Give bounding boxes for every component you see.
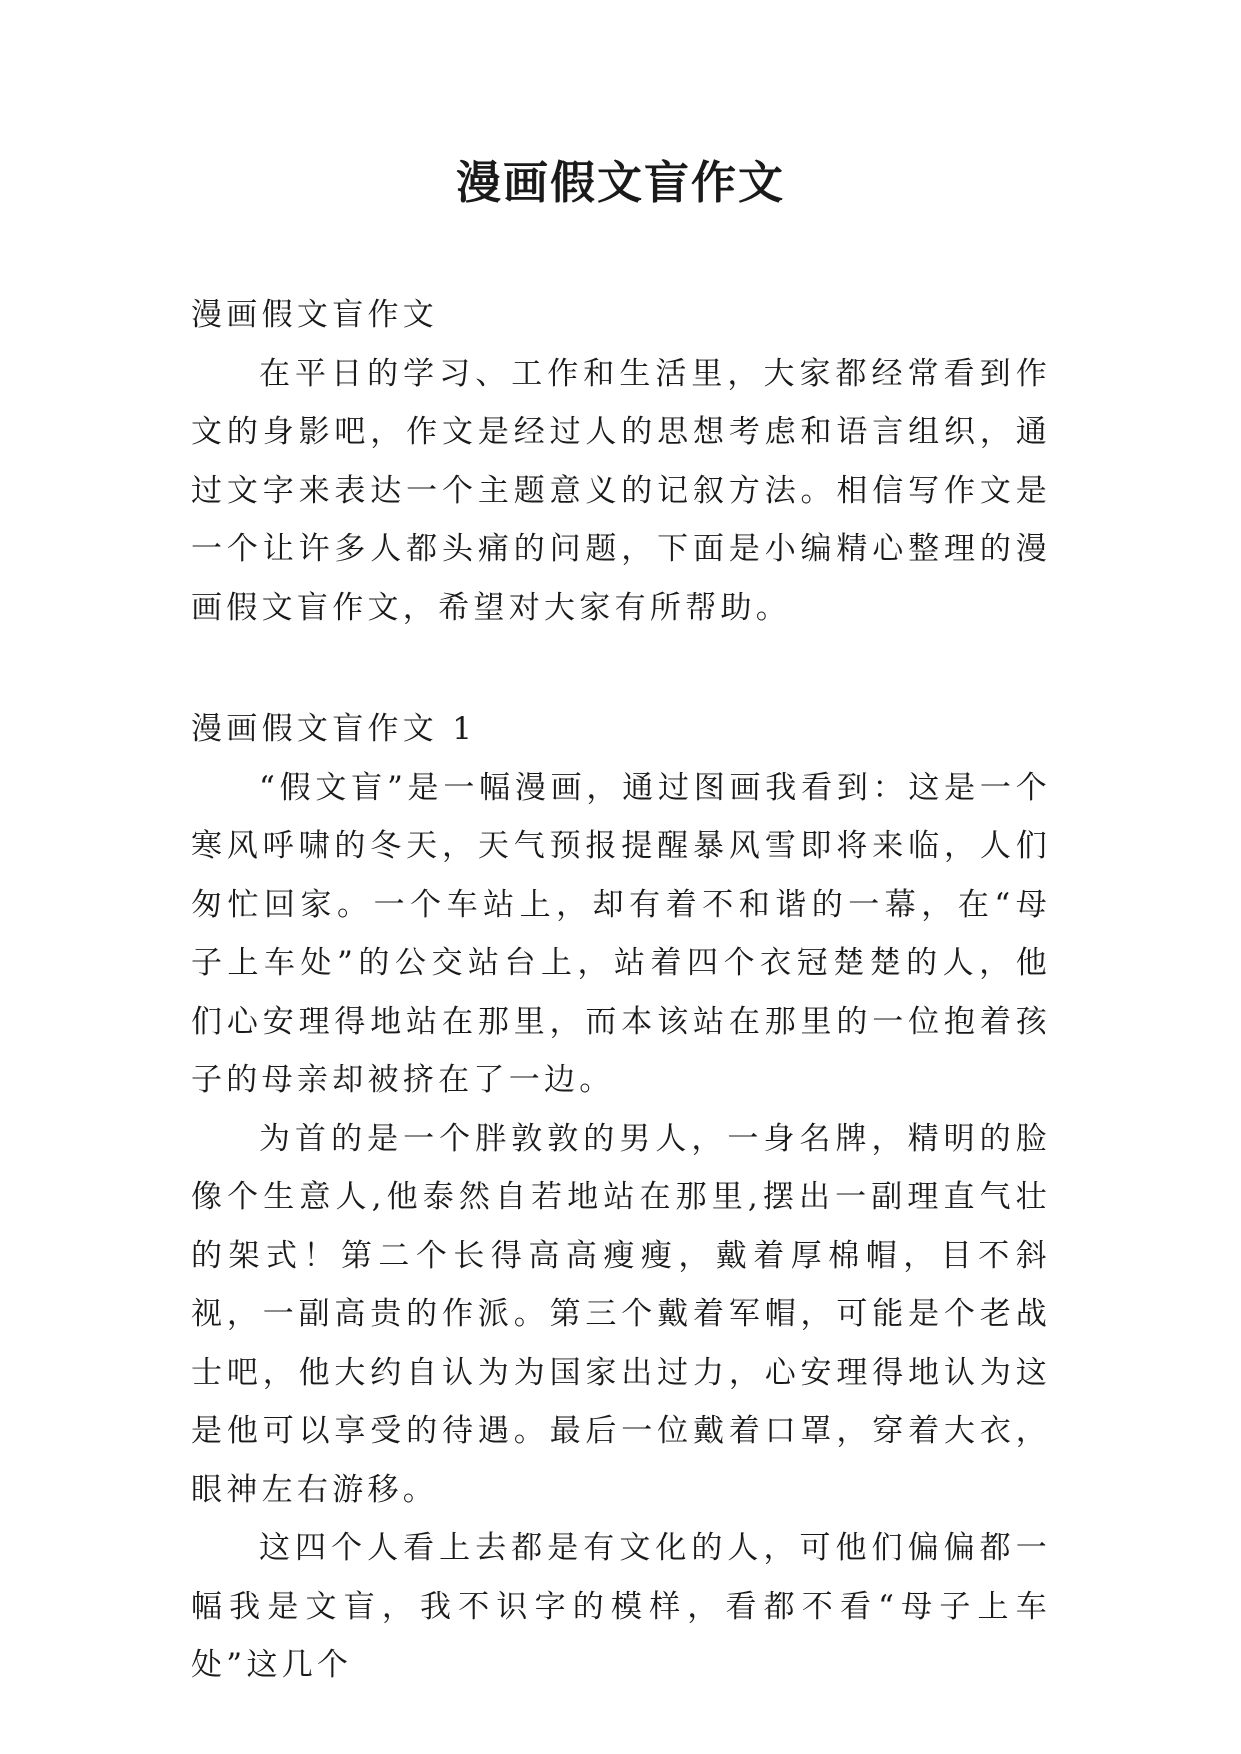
intro-paragraph: 在平日的学习、工作和生活里，大家都经常看到作文的身影吧，作文是经过人的思想考虑和语言组织，通过文字来表达一个主题意义的记叙方法。相信写作文是一个让许多人都头痛的问题，下面是小编精心整理的漫画假文盲作文，希望对大家有所帮助。 [191, 355, 1051, 626]
essay-1-paragraph: “假文盲”是一幅漫画，通过图画我看到：这是一个寒风呼啸的冬天，天气预报提醒暴风雪即将来临，人们匆忙回家。一个车站上，却有着不和谐的一幕，在“母子上车处”的公交站台上，站着四个衣冠楚楚的人，他们心安理得地站在那里，而本该站在那里的一位抱着孩子的母亲却被挤在了一边。 [191, 769, 1052, 1098]
essay-1-paragraph: 这四个人看上去都是有文化的人，可他们偏偏都一幅我是文盲，我不识字的模样，看都不看“母子上车处”这几个 [191, 1530, 1051, 1683]
essay-1-heading: 漫画假文盲作文 1 [191, 711, 477, 747]
page-title: 漫画假文盲作文 [455, 156, 785, 209]
section-spacer [191, 637, 1051, 700]
intro-heading: 漫画假文盲作文 [191, 297, 439, 333]
essay-1-paragraph: 为首的是一个胖敦敦的男人，一身名牌，精明的脸像个生意人,他泰然自若地站在那里,摆出一副理直气壮的架式！第二个长得高高瘦瘦，戴着厚棉帽，目不斜视，一副高贵的作派。第三个戴着军帽，可能是个老战士吧，他大约自认为为国家出过力，心安理得地认为这是他可以享受的待遇。最后一位戴着口罩，穿着大衣，眼神左右游移。 [191, 1120, 1051, 1508]
document-body [191, 286, 1051, 1695]
